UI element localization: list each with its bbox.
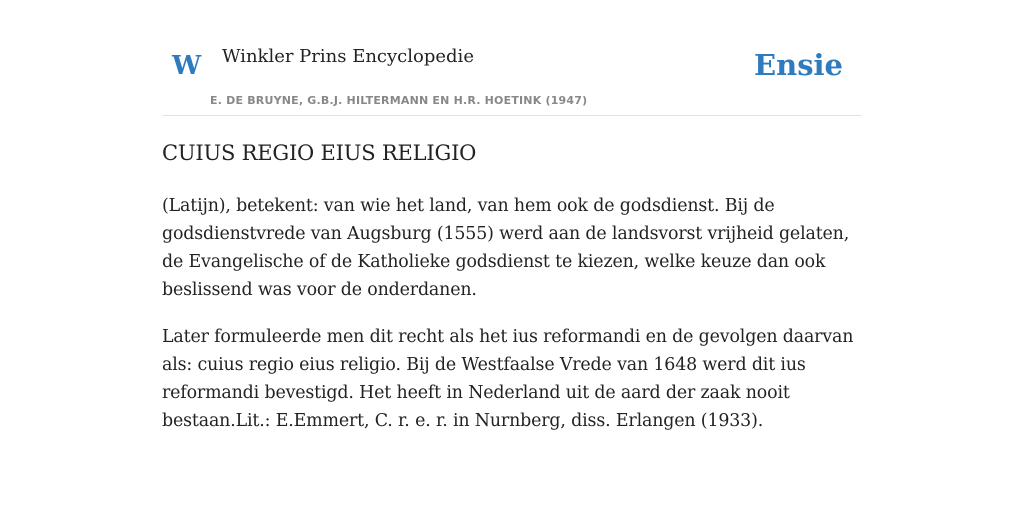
page [162, 0, 862, 431]
entry-body [162, 192, 862, 454]
ensie-brand-link[interactable]: Ensie [754, 48, 843, 82]
entry-title: CUIUS REGIO EIUS RELIGIO [162, 141, 477, 165]
authors-line: E. DE BRUYNE, G.B.J. HILTERMANN EN H.R. HOETINK (1947) [210, 94, 588, 107]
entry-paragraph: (Latijn), betekent: van wie het land, van hem ook de godsdienst. Bij de godsdienstvrede van Augsburg (1555) werd aan de landsvorst vrijheid gelaten, de Evangelische of de Katholieke godsdienst te kiezen, welke keuze dan ook beslissend was voor de onderdanen. [162, 196, 850, 300]
site-title[interactable]: Winkler Prins Encyclopedie [222, 46, 474, 67]
encyclopedia-logo-icon[interactable]: W [172, 51, 202, 81]
header [162, 0, 862, 116]
entry-paragraph: Later formuleerde men dit recht als het ius reformandi en de gevolgen daarvan als: cuius regio eius religio. Bij de Westfaalse Vrede van 1648 werd dit ius reformandi bevestigd. Het heeft in Nederland uit de aard der zaak nooit bestaan.Lit.: E.Emmert, C. r. e. r. in Nurnberg, diss. Erlangen (1933). [162, 327, 854, 431]
